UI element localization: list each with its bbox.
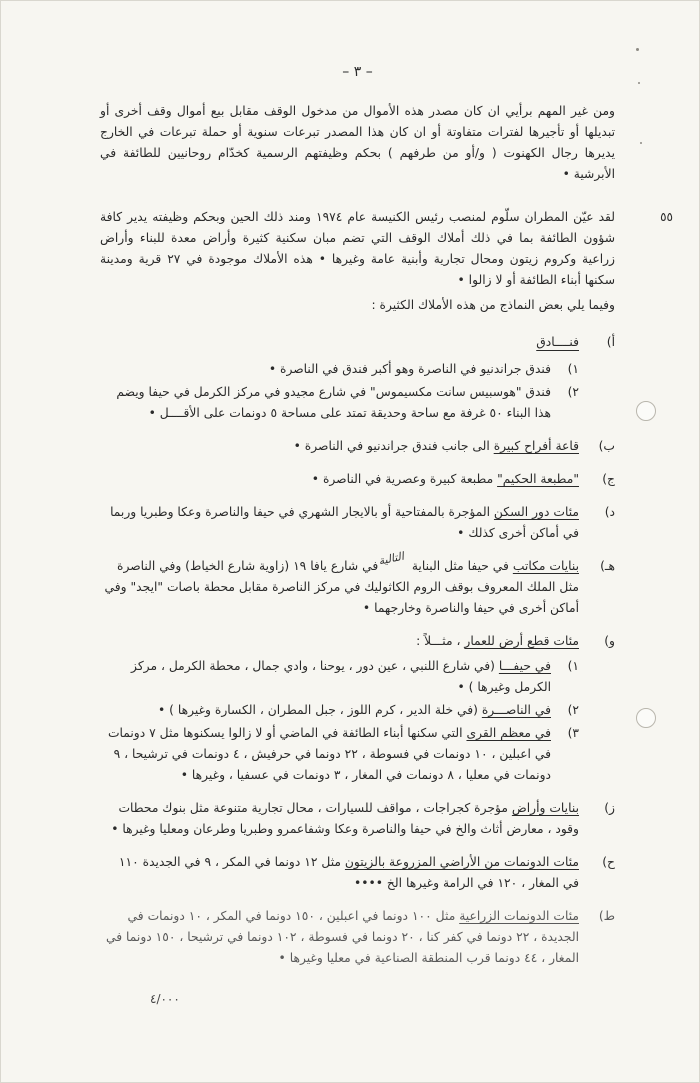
item-title: مئات قطع أرض للعمار [464, 634, 579, 648]
sub-item [100, 723, 579, 786]
item-title: مئات دور السكن [493, 505, 579, 519]
item-housing [100, 502, 615, 544]
item-text: في شارع يافا ١٩ (زاوية شارع الخياط) وفي الناصرة مثل الملك المعروف بوقف الروم الكاثوليك في مركز الناصرة مقابل محطة باصات "ايجد" وفي أماكن أخرى في حيفا والناصرة وخارجهما • [104, 559, 579, 615]
item-title: مئات الدونمات الزراعية [459, 909, 579, 923]
item-agricultural-lands [100, 906, 615, 969]
item-text: مؤجرة كجراجات ، مواقف للسيارات ، محال تجارية متنوعة مثل بنوك محطات وقود ، معارض أثاث والخ في حيفا والناصرة وعكا وشفاعمرو وطبريا وطرعان ومعليا وغيرها • [111, 801, 579, 836]
sub-label: ٢) [567, 385, 579, 399]
item-text: ، مثـــلاً : [416, 634, 461, 648]
item-rented-buildings [100, 798, 615, 840]
sub-item [100, 700, 579, 721]
item-title: مئات الدونمات من الأراضي المزروعة بالزيتون [344, 855, 579, 869]
section-5 [100, 207, 673, 316]
item-label: ز) [604, 801, 615, 815]
sub-title: في الناصـــرة [481, 703, 551, 717]
item-label: و) [604, 634, 615, 648]
punch-hole-bottom [636, 708, 656, 728]
item-text: مثل ١٢ دونما في المكر ، ٩ في الجديدة ١١٠ في المغار ، ١٢٠ في الرامة وغيرها الخ •••• [118, 855, 579, 890]
sub-label: ١) [567, 659, 579, 673]
item-label: ب) [598, 439, 615, 453]
item-heading: فنــــادق [536, 335, 579, 349]
item-heading-row [100, 631, 579, 652]
sub-text: التي سكنها أبناء الطائفة في الماضي أو لا زالوا يسكنوها مثل ٧ دونمات في اعبلين ، ١٠ دونمات في فسوطة ، ٢٢ دونما في حرفيش ، ٤ دونمات في ترشيحا ، ٩ دونمات في معليا ، ٨ دونمات في المغار ، ٣ دونمات في عسفيا ، وغيرها • [107, 726, 551, 782]
punch-hole-top [636, 401, 656, 421]
item-title: "مطبعة الحكيم" [497, 472, 579, 486]
item-wedding-hall [100, 436, 615, 457]
paragraph-funds-source: ومن غير المهم برأيي ان كان مصدر هذه الأموال من مدخول الوقف مقابل بيع أموال وقف أخرى أو تبديلها أو تأجيرها لفترات متفاوتة أو ان كان هذا المصدر تبرعات سنوية أو حملة تبرعات في الخارج يديرها رجال الكهنوت ( و/أو من طرفهم ) بحكم وظيفتهم الرسمية كخدّام روحانيين للطائفة في الأبرشية • [100, 104, 615, 181]
item-label: ج) [602, 472, 615, 486]
item-label: ح) [602, 855, 615, 869]
sub-label: ١) [567, 362, 579, 376]
handwritten-annotation: التالية [377, 549, 406, 568]
item-label: أ) [606, 335, 615, 349]
item-title: بنايات مكاتب [512, 559, 579, 573]
item-office-buildings [100, 549, 615, 619]
item-text: المؤجرة بالمفتاحية أو بالايجار الشهري في حيفا والناصرة وعكا وطبريا وربما في أماكن أخرى كذلك • [110, 505, 579, 540]
item-printing-press [100, 469, 615, 490]
item-label: د) [604, 505, 615, 519]
item-title: قاعة أفراح كبيرة [493, 439, 579, 453]
paragraph-intro: وفيما يلي بعض النماذج من هذه الأملاك الكثيرة : [371, 298, 615, 312]
item-label: ط) [598, 909, 615, 923]
sub-label: ٢) [567, 703, 579, 717]
item-text: مثل ١٠٠ دونما في اعبلين ، ١٥٠ دونما في المكر ، ١٠ دونمات في الجديدة ، ٢٢ دونما في كفر كنا ، ٢٠ دونما في فسوطة ، ١٠٢ دونما في ترشيحا ، ١٥٠ دونما في المغار ، ٤٤ دونما قرب المنطقة الصناعية في معليا وغيرها • [106, 909, 579, 965]
paragraph-archbishop: لقد عيّن المطران سلّوم لمنصب رئيس الكنيسة عام ١٩٧٤ ومند ذلك الحين وبحكم وظيفته يدير كافة شؤون الطائفة بما في ذلك أملاك الوقف التي تضم مبان سكنية كثيرة وأراض معدة للبناء وأراض زراعية وكروم زيتون ومحال تجارية وأبنية عامة وغيرها • هذه الأملاك موجودة في ٢٧ قرية ومدينة سكنها أبناء الطائفة أو لا زالوا • [100, 210, 615, 287]
item-text: مطبعة كبيرة وعصرية في الناصرة • [311, 472, 498, 486]
paper-speck [640, 142, 642, 144]
page-number: – ٣ – [342, 64, 373, 80]
sub-title: في معظم القرى [466, 726, 551, 740]
document-body [100, 62, 673, 981]
sub-item [100, 656, 579, 698]
sub-text: (في شارع اللنبي ، عين دور ، يوحنا ، وادي جمال ، محطة الكرمل ، مركز الكرمل وغيرها ) • [131, 659, 551, 694]
sub-item [100, 359, 579, 380]
item-title: بنايات وأراض [511, 801, 579, 815]
sub-title: في حيفـــا [498, 659, 551, 673]
sub-text: فندق جراندنيو في الناصرة وهو أكبر فندق في الناصرة • [268, 362, 551, 376]
item-text: الى جانب فندق جراندنيو في الناصرة • [293, 439, 494, 453]
paper-speck [638, 82, 640, 84]
item-label: هـ) [600, 559, 615, 573]
continuation-marker: ٤/٠٠٠ [150, 992, 180, 1006]
item-text: في حيفا مثل البناية [407, 559, 513, 573]
paper-speck [636, 48, 639, 51]
item-olive-lands [100, 852, 615, 894]
section-number: ٥٥ [660, 210, 673, 224]
item-hotels [100, 332, 615, 424]
sub-item [100, 382, 579, 424]
sub-text: فندق "هوسبيس سانت مكسيموس" في شارع مجيدو في مركز الكرمل في حيفا ويضم هذا البناء ٥٠ غرفة مع ساحة وحديقة تمتد على مساحة ٥ دونمات على الأقــــل • [116, 385, 551, 420]
item-building-plots [100, 631, 615, 786]
sub-label: ٣) [567, 726, 579, 740]
sub-text: (في خلة الدير ، كرم اللوز ، جبل المطران ، الكسارة وغيرها ) • [158, 703, 482, 717]
